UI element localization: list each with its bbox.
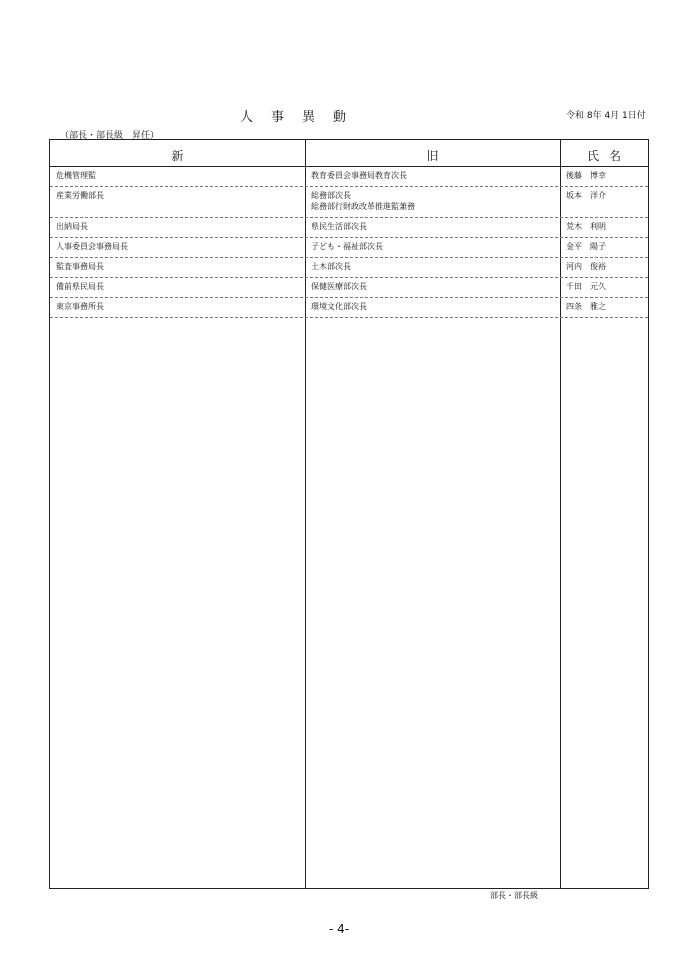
cell-old: 環境文化部次長 (311, 302, 367, 311)
table-row (50, 167, 648, 187)
cell-old: 県民生活部次長 (311, 222, 367, 231)
page-title: 人事異動 (240, 110, 365, 125)
table-row (50, 218, 648, 238)
cell-old: 子ども・福祉部次長 (311, 242, 383, 251)
cell-name: 河内 俊裕 (566, 262, 606, 271)
cell-name: 金平 陽子 (566, 242, 606, 251)
cell-new: 危機管理監 (56, 171, 96, 180)
cell-old: 教育委員会事務局教育次長 (311, 171, 407, 180)
personnel-table (49, 139, 649, 889)
column-header-old: 旧 (426, 149, 439, 163)
cell-new: 出納局長 (56, 222, 88, 231)
cell-new: 人事委員会事務局長 (56, 242, 128, 251)
cell-new: 東京事務所長 (56, 302, 104, 311)
table-row (50, 278, 648, 298)
page-number: - 4- (329, 922, 350, 936)
effective-date: 令和 8年 4月 1日付 (566, 111, 646, 121)
table-row (50, 238, 648, 258)
section-subtitle: （部長・部長級 昇任） (60, 131, 160, 141)
cell-new: 監査事務局長 (56, 262, 104, 271)
column-header-name: 氏名 (586, 149, 631, 163)
cell-name: 後藤 博幸 (566, 171, 606, 180)
cell-name: 四条 雅之 (566, 302, 606, 311)
table-header (50, 140, 648, 167)
cell-name: 荒木 利明 (566, 222, 606, 231)
table-body (50, 167, 648, 318)
cell-old: 土木部次長 (311, 262, 351, 271)
cell-name: 坂本 洋介 (566, 191, 606, 200)
cell-name: 千田 元久 (566, 282, 606, 291)
table-row (50, 298, 648, 318)
cell-new: 備前県民局長 (56, 282, 104, 291)
table-row (50, 187, 648, 218)
cell-new: 産業労働部長 (56, 191, 104, 200)
cell-old: 保健医療部次長 (311, 282, 367, 291)
table-row (50, 258, 648, 278)
column-header-new: 新 (171, 149, 184, 163)
footer-note: 部長・部長級 (490, 891, 538, 900)
cell-old: 総務部次長 総務部行財政改革推進監兼務 (311, 191, 415, 211)
